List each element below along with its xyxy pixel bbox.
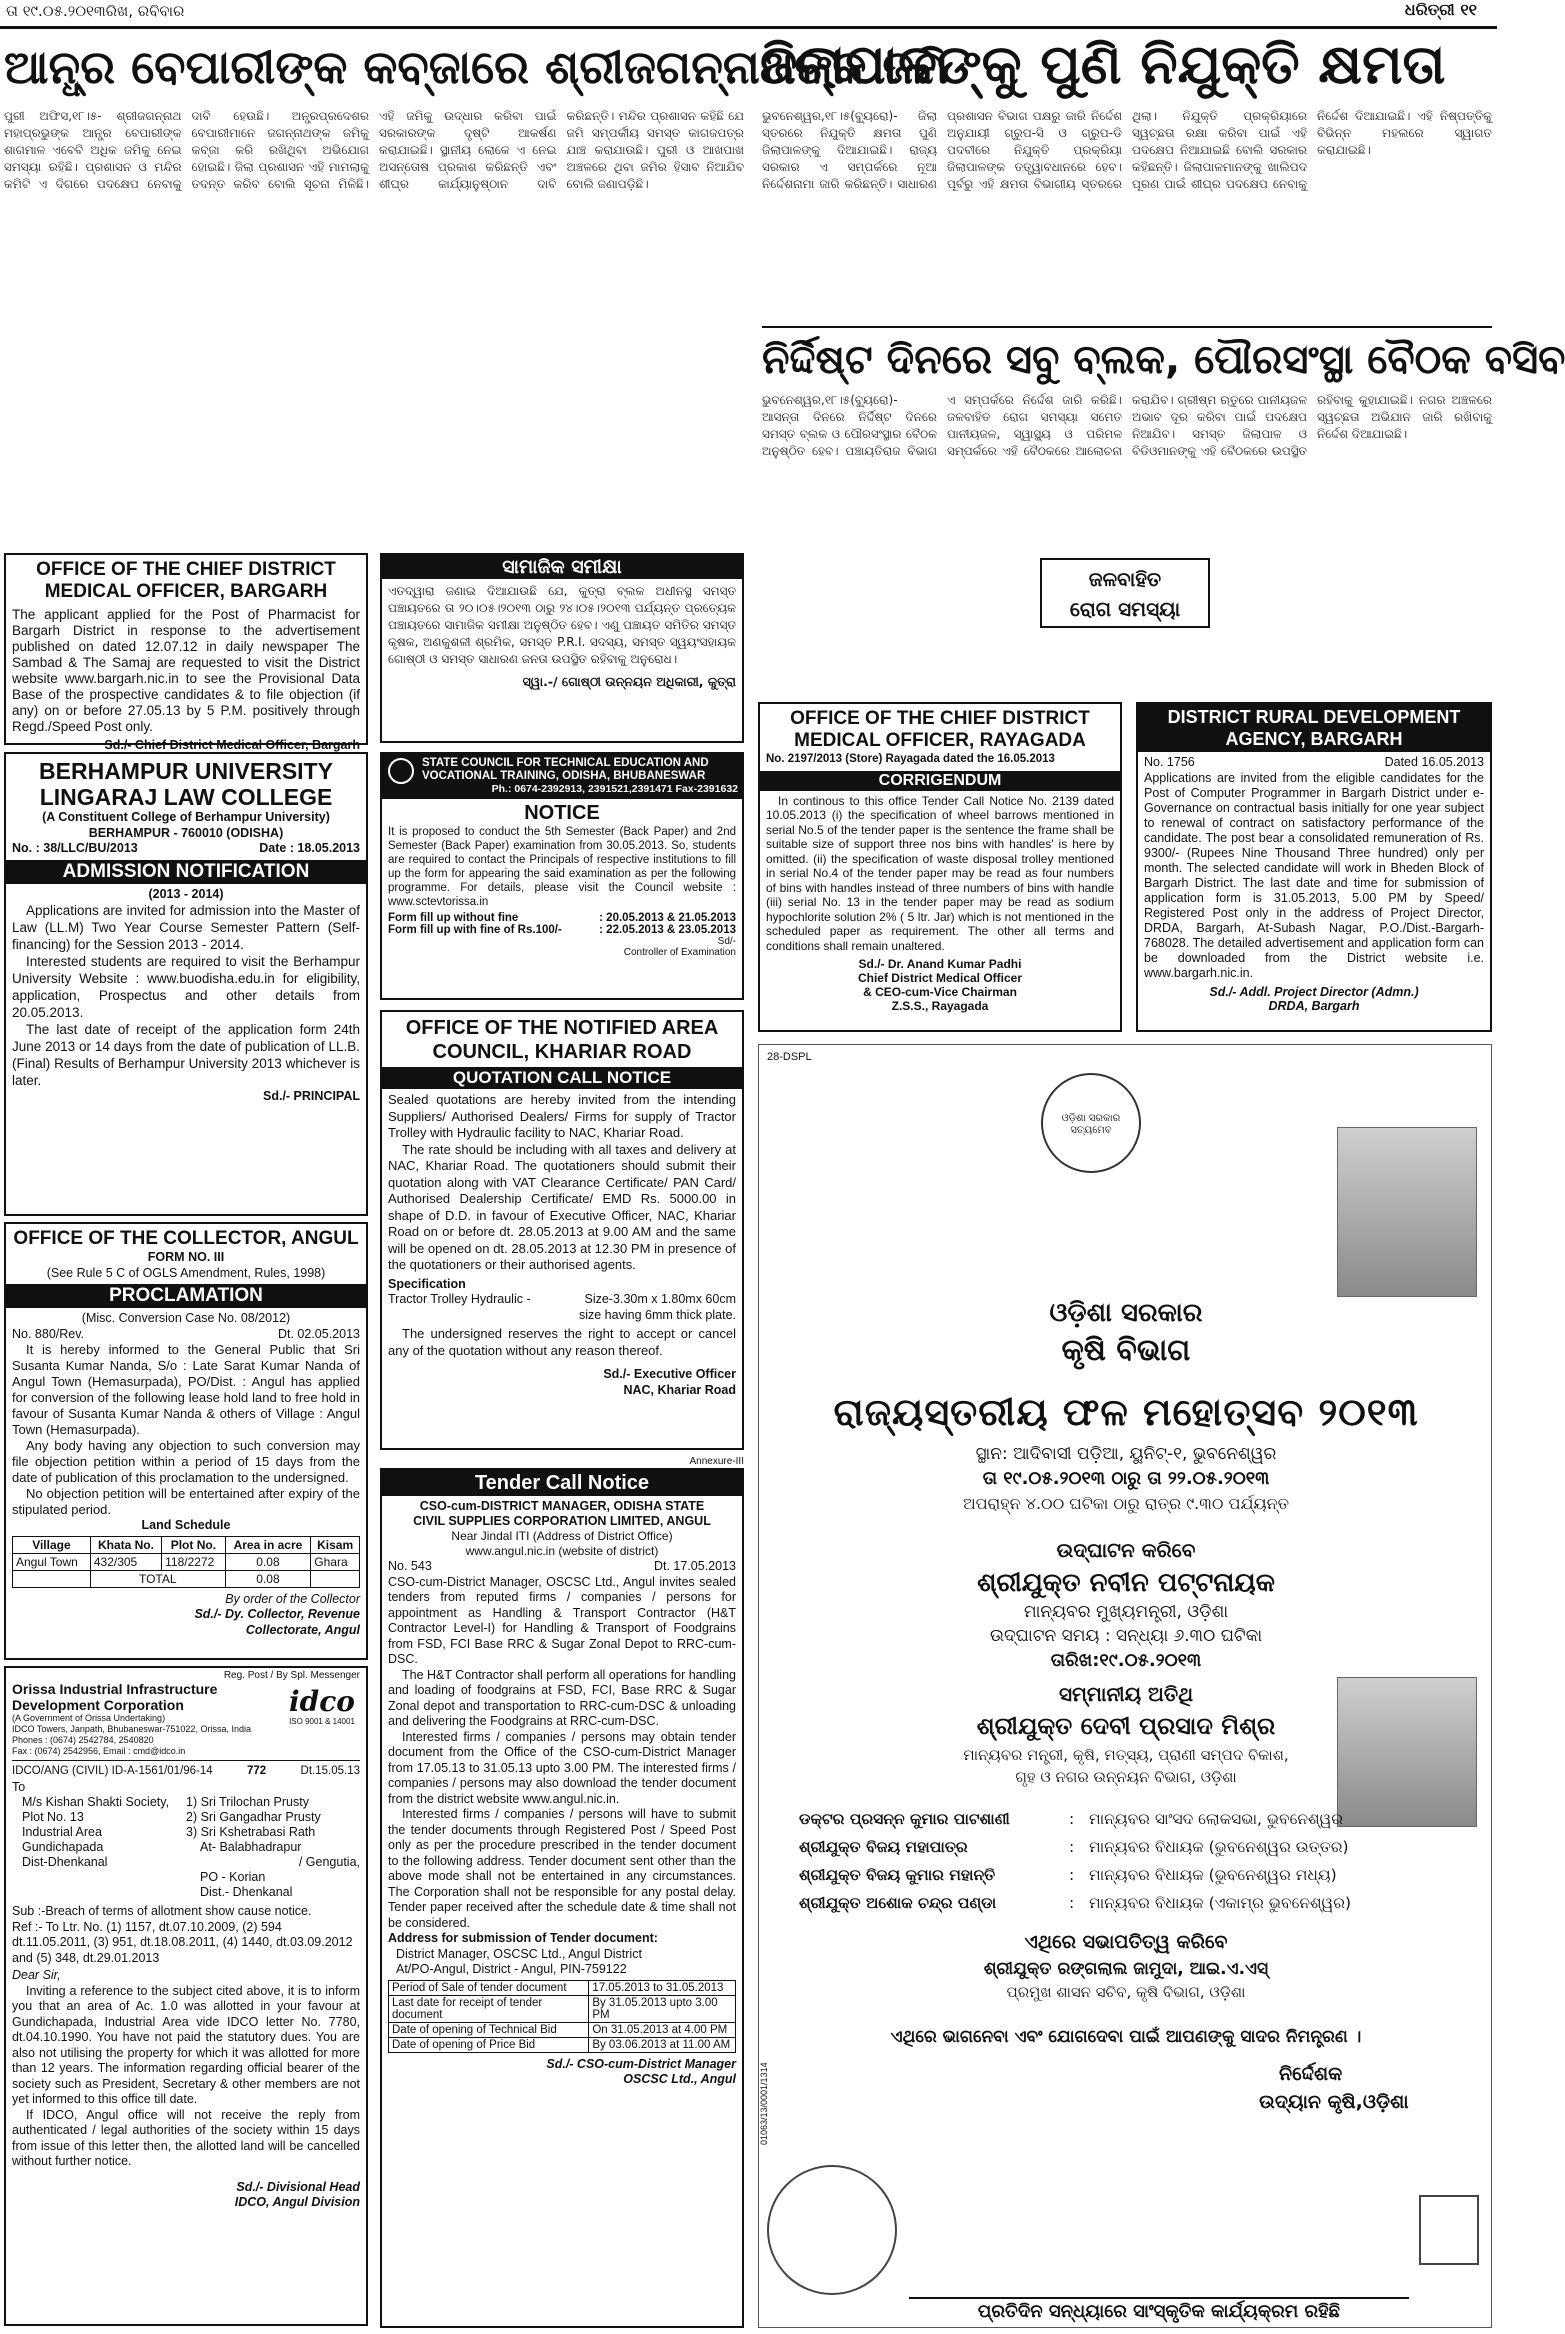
- callout-line-1: ଜଳବାହିତ: [1088, 567, 1162, 591]
- land-schedule-table: [12, 1536, 360, 1588]
- row-value: : 20.05.2013 & 21.05.2013: [599, 912, 736, 924]
- ad-title: OFFICE OF THE CHIEF DISTRICT MEDICAL OFFICER, BARGARH: [36, 559, 336, 602]
- schedule-title: Land Schedule: [141, 1518, 231, 1532]
- address-line-1: District Manager, OSCSC Ltd., Angul District: [396, 1946, 642, 1961]
- spec-item: Tractor Trolley Hydraulic -: [388, 1292, 531, 1306]
- ref-date: Dated 16.05.2013: [1384, 755, 1484, 769]
- headline-middle: ନିର୍ଦ୍ଦିଷ୍ଟ ଦିନରେ ସବୁ ବ୍ଲକ, ପୌରସଂସ୍ଥା ବୈଠକ ବସିବ: [762, 337, 1565, 383]
- ref-date: Date : 18.05.2013: [259, 841, 360, 855]
- title-1: BERHAMPUR UNIVERSITY: [39, 758, 333, 784]
- ad-title: OFFICE OF THE COLLECTOR, ANGUL: [13, 1228, 359, 1249]
- spec-value-2: size having 6mm thick plate.: [578, 1307, 736, 1322]
- seal-icon: [767, 2165, 897, 2295]
- section-bar: QUOTATION CALL NOTICE: [382, 1067, 742, 1089]
- table-header: Kisam: [311, 1536, 360, 1553]
- fruit-festival-ad: [758, 1044, 1492, 2328]
- section-bar: CORRIGENDUM: [760, 771, 1120, 791]
- sign-4: Z.S.S., Rayagada: [891, 999, 989, 1013]
- middle-story: ଭୁବନେଶ୍ୱର,୧୮।୫(ବ୍ୟୁରୋ)- ଆସନ୍ତା ଦିନରେ ନିର୍ଦ୍ଦିଷ୍ଟ ଦିନରେ ସମସ୍ତ ବ୍ଲକ ଓ ପୌରସଂସ୍ଥାର ବୈଠକ ଅନୁଷ୍ଠିତ ହେବ। ପଞ୍ଚାୟତିରାଜ ବିଭାଗ ଏ ସମ୍ପର୍କରେ ନିର୍ଦ୍ଦେଶ ଜାରି କରିଛି। ଜଳବାହିତ ରୋଗ ସମସ୍ୟା ସମେତ ପାନୀୟଜଳ, ସ୍ୱାସ୍ଥ୍ୟ ଓ ପରିମଳ ସମ୍ପର୍କରେ ଏହି ବୈଠକରେ ଆଲୋଚନା କରାଯିବ। ଗ୍ରୀଷ୍ମ ଋତୁରେ ପାନୀୟଜଳ ଅଭାବ ଦୂର କରିବା ପାଇଁ ପଦକ୍ଷେପ ନିଆଯିବ। ସମସ୍ତ ଜିଲାପାଳ ଓ ବିଡିଓମାନଙ୍କୁ ଏହି ବୈଠକରେ ଉପସ୍ଥିତ ରହିବାକୁ କୁହାଯାଇଛି। ନଗର ଅଞ୍ଚଳରେ ସ୍ୱଚ୍ଛତା ଅଭିଯାନ ଜାରି ରଖିବାକୁ ନିର୍ଦ୍ଦେଶ ଦିଆଯାଇଛି।: [762, 393, 1492, 458]
- sub-1: (A Constituent College of Berhampur University): [42, 810, 330, 824]
- para-2: If IDCO, Angul office will not receive the reply from authenticated / legal authorities of the society within 15 days from issue of this letter then, the allotted land will be cancelled without further notice.: [12, 2107, 360, 2168]
- org-line-2: VOCATIONAL TRAINING, ODISHA, BHUBANESWAR: [422, 770, 706, 782]
- ad-sign: Sd./- Chief District Medical Officer, Bargarh: [104, 738, 360, 752]
- ref-no: No. 543: [388, 1559, 432, 1573]
- table-cell: 432/305: [90, 1553, 161, 1570]
- side-code: 01063/13/0001/1314: [759, 2062, 769, 2145]
- dignitary-title: ମାନ୍ୟବର ବିଧାୟକ (ଭୁବନେଶ୍ୱର ଉତ୍ତର): [1089, 1838, 1349, 1856]
- sub-2: BERHAMPUR - 760010 (ODISHA): [88, 825, 284, 840]
- festival-dates: ତା ୧୯.୦୫.୨୦୧୩ ଠାରୁ ତା ୨୨.୦୫.୨୦୧୩: [982, 1468, 1270, 1489]
- dignitary-row: ଶ୍ରୀଯୁକ୍ତ ବିଜୟ କୁମାର ମହାନ୍ତି : ମାନ୍ୟବର ବିଧାୟକ (ଭୁବନେଶ୍ୱର ମଧ୍ୟ): [799, 1861, 1459, 1889]
- org-govt: (A Government of Orissa Undertaking): [12, 1713, 166, 1723]
- form-no: FORM NO. III: [147, 1250, 225, 1264]
- spec-row: [388, 1292, 736, 1308]
- total-label: TOTAL: [90, 1570, 225, 1587]
- table-cell: Angul Town: [13, 1553, 91, 1570]
- dignitary-name: ଶ୍ରୀଯୁକ୍ତ ବିଜୟ କୁମାର ମହାନ୍ତି: [799, 1866, 996, 1884]
- ad-body: The applicant applied for the Post of Pharmacist for Bargarh District in response to the advertisement published on dated 12.07.12 in daily newspaper The Sambad & The Samaj are requested to visit the District website www.bargarh.nic.in to see the Provisional Data Base of the prospective candidates & to file objection (if any) on or before 27.05.13 by 5 P.M. positively through Regd./Speed Post only.: [12, 607, 360, 734]
- sign-1: Sd./- Dy. Collector, Revenue: [194, 1607, 360, 1621]
- horticulture-logo-icon: [1419, 2195, 1479, 2265]
- table-cell: By 31.05.2013 upto 3.00 PM: [589, 1995, 736, 2022]
- address-line: Plot No. 13: [22, 1810, 84, 1824]
- partner-line: 2) Sri Gangadhar Prusty: [186, 1810, 321, 1824]
- footer-line: ପ୍ରତିଦିନ ସନ୍ଧ୍ୟାରେ ସାଂସ୍କୃତିକ କାର୍ଯ୍ୟକ୍ରମ ରହିଛି: [909, 2297, 1409, 2325]
- section-bar: ADMISSION NOTIFICATION: [6, 860, 366, 884]
- dignitary-title: ମାନ୍ୟବର ସାଂସଦ ଲୋକସଭା, ଭୁବନେଶ୍ୱର: [1089, 1810, 1344, 1828]
- header-rule: [0, 26, 1497, 29]
- partner-line: PO - Korian: [200, 1870, 266, 1884]
- collector-angul-ad: [4, 1222, 368, 1660]
- table-cell: Date of opening of Technical Bid: [389, 2022, 589, 2037]
- ad-code: 28-DSPL: [767, 1051, 812, 1063]
- idco-notice: [4, 1666, 368, 2326]
- govt-name: ଓଡ଼ିଶା ସରକାର: [1049, 1298, 1203, 1328]
- sign-2: OSCSC Ltd., Angul: [623, 2072, 736, 2086]
- inauguration-time: ଉଦ୍‌ଘାଟନ ସମୟ : ସନ୍ଧ୍ୟା ୬.୩୦ ଘଟିକା: [989, 1626, 1263, 1646]
- sctevt-banner: [382, 754, 742, 799]
- total-value: 0.08: [225, 1570, 311, 1587]
- logo-text: idco: [289, 1685, 355, 1718]
- idco-letterhead: [12, 1681, 360, 1757]
- table-row: [389, 2022, 736, 2037]
- org-line-1: STATE COUNCIL FOR TECHNICAL EDUCATION AND: [422, 757, 709, 769]
- sign-1: Sd./- Executive Officer: [603, 1367, 736, 1381]
- para-2: The rate should be including with all taxes and delivery at NAC, Khariar Road. The quotationers should submit their quotation along with VAT Clearance Certificate/ PAN Card/ Authorised Dealership Certificate/ EMD Rs. 5000.00 in shape of D.D. in favour of Executive Officer, NAC, Khariar Road on or before dt. 28.05.2013 at 9.00 AM and the same will be opened on dt. 28.05.2013 at 12.30 PM in presence of the quotationers or their authorised agents.: [388, 1141, 736, 1272]
- sign: Sd./- PRINCIPAL: [263, 1089, 360, 1103]
- dignitary-row: ଶ୍ରୀଯୁକ୍ତ ଅଶୋକ ଚନ୍ଦ୍ର ପଣ୍ଡା : ମାନ୍ୟବର ବିଧାୟକ (ଏକାମ୍ର ଭୁବନେଶ୍ୱର): [799, 1889, 1459, 1917]
- ref-row: [12, 1764, 360, 1780]
- case-no: (Misc. Conversion Case No. 08/2012): [81, 1311, 291, 1325]
- khariar-quotation-ad: [380, 1010, 744, 1450]
- sign-1: Sd./- Addl. Project Director (Admn.): [1209, 984, 1419, 999]
- society-address: [12, 1795, 186, 1900]
- idco-logo: [284, 1687, 360, 1726]
- table-header-row: [13, 1536, 360, 1553]
- preside-name: ଶ୍ରୀଯୁକ୍ତ ରଙ୍ଗଲାଲ ଜାମୁଦା, ଆଇ.ଏ.ଏସ୍: [983, 1959, 1269, 1979]
- director-title: ଉଦ୍ୟାନ କୃଷି,ଓଡ଼ିଶା: [1259, 2091, 1409, 2113]
- dignitary-row: ଶ୍ରୀଯୁକ୍ତ ବିଜୟ ମହାପାତ୍ର : ମାନ୍ୟବର ବିଧାୟକ (ଭୁବନେଶ୍ୱର ଉତ୍ତର): [799, 1833, 1459, 1861]
- page-header: [0, 0, 1497, 24]
- sign-2: Chief District Medical Officer: [857, 971, 1023, 985]
- table-row: [389, 2037, 736, 2052]
- guest-name: ଶ୍ରୀଯୁକ୍ତ ଦେବୀ ପ୍ରସାଦ ମିଶ୍ର: [976, 1712, 1276, 1740]
- post-mode: Reg. Post / By Spl. Messenger: [223, 1670, 360, 1681]
- org-phone: Ph.: 0674-2392913, 2391521,2391471 Fax-2391632: [491, 783, 738, 795]
- dignitary-title: ମାନ୍ୟବର ବିଧାୟକ (ଭୁବନେଶ୍ୱର ମଧ୍ୟ): [1089, 1866, 1337, 1884]
- sign-2: DRDA, Bargarh: [1268, 998, 1360, 1013]
- row-label: Form fill up without fine: [388, 912, 519, 924]
- row-label: Form fill up with fine of Rs.100/-: [388, 924, 562, 936]
- schedule-row: [388, 912, 736, 924]
- notice-body: It is proposed to conduct the 5th Semester (Back Paper) and 2nd Semester (Back Paper) examination from 30.05.2013. So, students are required to contact the Principals of respective institutions to fill up the form for appearing the said examination as per the following programme. For details, please visit the Council website : www.sctevtorissa.in: [388, 826, 736, 908]
- para-1: It is hereby informed to the General Public that Sri Susanta Kumar Nanda, S/o : Late Sarat Kumar Nanda of Angul Town (Hemasurpada), PO/Dist. : Angul has applied for conversion of the following lease hold land to free hold in favour of Susanta Kumar Nanda & others of Village : Angul Town (Hemasurpada).: [12, 1342, 360, 1437]
- guest-title-1: ମାନ୍ୟବର ମନ୍ତ୍ରୀ, କୃଷି, ମତ୍ସ୍ୟ, ପ୍ରାଣୀ ସମ୍ପଦ ବିକାଶ,: [963, 1746, 1289, 1764]
- org-line-1: CSO-cum-DISTRICT MANAGER, ODISHA STATE: [419, 1499, 705, 1513]
- berhampur-university-ad: [4, 752, 368, 1216]
- table-cell: 17.05.2013 to 31.05.2013: [589, 1980, 736, 1995]
- reference: Ref :- To Ltr. No. (1) 1157, dt.07.10.2009, (2) 594 dt.11.05.2011, (3) 951, dt.18.08.2011, (4) 1440, dt.03.09.2012 and (5) 348, dt.29.01.2013: [12, 1919, 353, 1965]
- address-line-2: At/PO-Angul, District - Angul, PIN-759122: [396, 1961, 627, 1976]
- ref-row: [388, 1559, 736, 1575]
- drda-bargarh-ad: [1136, 702, 1492, 1032]
- cm-title: ମାନ୍ୟବର ମୁଖ୍ୟମନ୍ତ୍ରୀ, ଓଡ଼ିଶା: [1023, 1602, 1229, 1622]
- dignitary-title: ମାନ୍ୟବର ବିଧାୟକ (ଏକାମ୍ର ଭୁବନେଶ୍ୱର): [1089, 1894, 1352, 1912]
- spec-label: Specification: [388, 1276, 466, 1291]
- emblem-motto: ସତ୍ୟମେବ: [1070, 1125, 1112, 1136]
- headline-left: ଆନ୍ଧ୍ର ବେପାରୀଙ୍କ କବ୍ଜାରେ ଶ୍ରୀଜଗନ୍ନାଥଙ୍କ ଜମି: [4, 40, 949, 94]
- guest-label: ସମ୍ମାନୀୟ ଅତିଥି: [1058, 1682, 1194, 1706]
- ref-no: IDCO/ANG (CIVIL) ID-A-1561/01/96-14: [12, 1765, 213, 1777]
- ad-body: ଏତଦ୍ୱାରା ଜଣାଇ ଦିଆଯାଉଛି ଯେ, କୁତ୍ରା ବ୍ଲକ ଅଧୀନସ୍ଥ ସମସ୍ତ ପଞ୍ଚାୟତରେ ତା ୨୦।୦୫।୨୦୧୩ ଠାରୁ ୨୪।୦୫।୨୦୧୩ ପର୍ଯ୍ୟନ୍ତ ପ୍ରତ୍ୟେକ ପଞ୍ଚାୟତରେ ସାମାଜିକ ସମୀକ୍ଷା ଅନୁଷ୍ଠିତ ହେବ। ଏଣୁ ପଞ୍ଚାୟତ ସମିତିର ସମସ୍ତ କୃଷକ, ଅଣକୁଶଳୀ ଶ୍ରମିକ, ସମସ୍ତ P.R.I. ସଦସ୍ୟ, ସମସ୍ତ ସ୍ୱୟଂସହାୟକ ଗୋଷ୍ଠୀ ଓ ସମସ୍ତ ସାଧାରଣ ଜନତା ଉପସ୍ଥିତ ରହିବାକୁ ଅନୁରୋଧ।: [388, 584, 736, 666]
- salutation: Dear Sir,: [12, 1968, 61, 1982]
- subject: Sub :-Breach of terms of allotment show cause notice.: [12, 1904, 312, 1918]
- page-label: ଧରିତ୍ରୀ ୧୧: [1404, 0, 1477, 19]
- rule: (See Rule 5 C of OGLS Amendment, Rules, 1998): [46, 1265, 326, 1280]
- para-1: CSO-cum-District Manager, OSCSC Ltd., Angul invites sealed tenders from reputed firms / companies / persons for appointment as Handling & Transport Contractor (H&T Contractor Level-I) for Handling & Transport of Foodgrains from FSD, FCI Base RRC & Sugar Zonal Depot to RRC-cum-DSC.: [388, 1574, 736, 1666]
- address-line: Industrial Area: [22, 1825, 102, 1839]
- chief-minister-photo: [1337, 1127, 1477, 1297]
- tender-call-notice: [380, 1468, 744, 2328]
- cdmo-bargarh-ad: [4, 553, 368, 752]
- to-label: To: [12, 1779, 26, 1794]
- director-label: ନିର୍ଦ୍ଦେଶକ: [1279, 2063, 1343, 2085]
- sign-2: IDCO, Angul Division: [234, 2195, 360, 2209]
- table-row: [389, 1995, 736, 2022]
- org-line-4: www.angul.nic.in (website of district): [465, 1544, 659, 1558]
- notice-title: Tender Call Notice: [382, 1470, 742, 1496]
- ad-title: OFFICE OF THE CHIEF DISTRICT MEDICAL OFFICER, RAYAGADA: [790, 708, 1090, 751]
- org-line-2: CIVIL SUPPLIES CORPORATION LIMITED, ANGUL: [413, 1514, 711, 1528]
- table-header: Area in acre: [225, 1536, 311, 1553]
- address-line: Dist-Dhenkanal: [22, 1855, 108, 1869]
- callout-box: [1040, 558, 1210, 628]
- address-title: Address for submission of Tender document:: [388, 1931, 658, 1945]
- org-line-3: Near Jindal ITI (Address of District Office): [451, 1529, 673, 1543]
- para-3: Interested firms / companies / persons may obtain tender document from the Office of the CSO-cum-District Manager from 17.05.13 to 31.05.13 upto 3.00 PM. The interested firms / companies / persons may also download the tender document from the district website www.angul.nic.in.: [388, 1729, 736, 1806]
- para-3: No objection petition will be entertained after expiry of the stipulated period.: [12, 1486, 360, 1517]
- preside-label: ଏଥିରେ ସଭାପତିତ୍ୱ କରିବେ: [1024, 1931, 1228, 1953]
- table-header: Plot No.: [162, 1536, 226, 1553]
- title-2: LINGARAJ LAW COLLEGE: [39, 784, 333, 810]
- festival-timing: ଅପରାହ୍ନ ୪.୦୦ ଘଟିକା ଠାରୁ ରାତ୍ର ୯.୩୦ ପର୍ଯ୍ୟନ୍ତ: [962, 1494, 1290, 1513]
- date-line: ତା ୧୯.୦୫.୨୦୧୩ରିଖ, ରବିବାର: [6, 2, 185, 20]
- divider: [762, 326, 1492, 328]
- para-1: Applications are invited for admission into the Master of Law (LL.M) Two Year Course Semester Pattern (Self-financing) for the Session 2013 - 2014.: [12, 903, 360, 952]
- sctevt-notice: [380, 752, 744, 1000]
- ref-date: Dt.15.05.13: [300, 1765, 360, 1777]
- headline-right: ଜିଲାପାଳଙ୍କୁ ପୁଣି ନିଯୁକ୍ତି କ୍ଷମତା: [760, 33, 1446, 96]
- org-fax: Fax : (0674) 2542956, Email : cmd@idco.in: [12, 1746, 186, 1756]
- table-header: Khata No.: [90, 1536, 161, 1553]
- inauguration-date: ତାରିଖ:୧୯.୦୫.୨୦୧୩: [1050, 1650, 1202, 1671]
- sign-1: Sd./- Divisional Head: [236, 2179, 360, 2194]
- table-cell: On 31.05.2013 at 4.00 PM: [589, 2022, 736, 2037]
- partners-list: [186, 1795, 360, 1900]
- preside-title: ପ୍ରମୁଖ ଶାସନ ସଚିବ, କୃଷି ବିଭାଗ, ଓଡ଼ିଶା: [1006, 1983, 1246, 2001]
- dignitary-row: ଡକ୍ଟର ପ୍ରସନ୍ନ କୁମାର ପାଟଶାଣୀ : ମାନ୍ୟବର ସାଂସଦ ଲୋକସଭା, ଭୁବନେଶ୍ୱର: [799, 1805, 1459, 1833]
- sign-1: Sd/-: [717, 936, 736, 947]
- venue: ସ୍ଥାନ: ଆଦିବାସୀ ପଡ଼ିଆ, ୟୁନିଟ୍-୧, ଭୁବନେଶ୍ୱର: [975, 1444, 1277, 1464]
- partner-line: Dist.- Dhenkanal: [200, 1885, 293, 1899]
- sign-1: Sd./- CSO-cum-District Manager: [546, 2056, 736, 2071]
- sign-1: Sd./- Dr. Anand Kumar Padhi: [858, 957, 1022, 971]
- ref-date: Dt. 02.05.2013: [277, 1326, 360, 1341]
- dignitary-name: ଡକ୍ଟର ପ୍ରସନ୍ନ କୁମାର ପାଟଶାଣୀ: [799, 1810, 1010, 1828]
- iso-text: ISO 9001 & 14001: [289, 1717, 355, 1726]
- partner-line: 1) Sri Trilochan Prusty: [186, 1795, 309, 1809]
- order: By order of the Collector: [225, 1591, 360, 1606]
- left-story: ପୁରୀ ଅଫିସ,୧୮।୫- ଶ୍ରୀଜଗନ୍ନାଥ ମହାପ୍ରଭୁଙ୍କ ଆନ୍ଧ୍ର ବେପାରୀଙ୍କ ଶାଗମାଳ ଏବେବି ଅଧିକ ଜମିକୁ ନେଇ ସମସ୍ୟା ରହିଛି। ପ୍ରଶାସନ ଓ ମନ୍ଦିର କମିଟି ଏ ଦିଗରେ ପଦକ୍ଷେପ ନେବାକୁ ଦାବି ହେଉଛି। ଅନ୍ଧ୍ରପ୍ରଦେଶର ବେପାରୀମାନେ ଜଗନ୍ନାଥଙ୍କ ଜମିକୁ କବ୍ଜା କରି ରଖିଥିବା ଅଭିଯୋଗ ହୋଇଛି। ଜିଲା ପ୍ରଶାସନ ଏହି ମାମଲାକୁ ତଦନ୍ତ କରିବ ବୋଲି ସୂଚନା ମିଳିଛି। ଏହି ଜମିକୁ ଉଦ୍ଧାର କରିବା ପାଇଁ ସରକାରଙ୍କ ଦୃଷ୍ଟି ଆକର୍ଷଣ କରାଯାଇଛି। ସ୍ଥାନୀୟ ଲୋକେ ଏ ନେଇ ଅସନ୍ତୋଷ ପ୍ରକାଶ କରିଛନ୍ତି ଏବଂ ଶୀଘ୍ର କାର୍ଯ୍ୟାନୁଷ୍ଠାନ ଦାବି କରିଛନ୍ତି। ମନ୍ଦିର ପ୍ରଶାସନ କହିଛି ଯେ ଜମି ସମ୍ପର୍କୀୟ ସମସ୍ତ କାଗଜପତ୍ର ଯାଞ୍ଚ କରାଯାଉଛି। ପୁରୀ ଓ ଆଖପାଖ ଅଞ୍ଚଳରେ ଥିବା ଜମିର ହିସାବ ନିଆଯିବ ବୋଲି ଜଣାପଡ଼ିଛି।: [4, 109, 744, 191]
- ref-num: 772: [247, 1765, 267, 1777]
- org-address: IDCO Towers, Janpath, Bhubaneswar-751022, Orissa, India: [12, 1724, 251, 1734]
- dignitary-name: ଶ୍ରୀଯୁକ୍ତ ଅଶୋକ ଚନ୍ଦ୍ର ପଣ୍ଡା: [799, 1894, 997, 1912]
- ad-body: Applications are invited from the eligible candidates for the Post of Computer Programmer in Bargarh District under e-Governance on contractual basis initially for one year subject to renewal of contract on satisfactory performance of the candidate. The post bear a consolidated remuneration of Rs. 9300/- (Rupees Nine Thousand Three hundred) only per month. The selected candidate will work in Bheden Block of Bargarh District. The last date and time for submission of application form is 31.05.2013, 5.00 PM by Speed/ Registered Post only in the address of Project Director, DRDA, Bargarh, At-Subash Nagar, P.O./Dist.-Bargarh-768028. The detailed advertisement and application form can be downloaded from the District website i.e. www.bargarh.nic.in.: [1144, 770, 1484, 980]
- table-cell: Last date for receipt of tender document: [389, 1995, 589, 2022]
- org-name-1: Orissa Industrial Infrastructure: [12, 1681, 218, 1697]
- table-cell: By 03.06.2013 at 11.00 AM: [589, 2037, 736, 2052]
- year: (2013 - 2014): [148, 886, 224, 901]
- cdmo-rayagada-ad: [758, 702, 1122, 1032]
- partner-line: 3) Sri Kshetrabasi Rath: [186, 1825, 316, 1839]
- address-block: [12, 1795, 360, 1900]
- ref-date: Dt. 17.05.2013: [653, 1559, 736, 1573]
- para-3: The last date of receipt of the application form 24th June 2013 or 14 days from the date of publication of LL.B. (Final) Results of Berhampur University 2013 whichever is later.: [12, 1022, 360, 1088]
- cm-name: ଶ୍ରୀଯୁକ୍ତ ନବୀନ ପଟ୍ଟନାୟକ: [977, 1568, 1275, 1598]
- para-2: Any body having any objection to such conversion may file objection petition within a period of 15 days from the date of publication of this proclamation to the undersigned.: [12, 1438, 360, 1485]
- partner-line: At- Balabhadrapur: [200, 1840, 302, 1854]
- schedule-row: [388, 924, 736, 936]
- para-3: The undersigned reserves the right to accept or cancel any of the quotation without any reason thereof.: [388, 1326, 736, 1358]
- right-story: ଭୁବନେଶ୍ୱର,୧୮।୫(ବ୍ୟୁରୋ)- ଜିଲା ସ୍ତରରେ ନିଯୁକ୍ତି କ୍ଷମତା ପୁଣି ଜିଲାପାଳଙ୍କୁ ଦିଆଯାଇଛି। ରାଜ୍ୟ ସରକାର ଏ ସମ୍ପର୍କରେ ନୂଆ ନିର୍ଦ୍ଦେଶନାମା ଜାରି କରିଛନ୍ତି। ସାଧାରଣ ପ୍ରଶାସନ ବିଭାଗ ପକ୍ଷରୁ ଜାରି ନିର୍ଦ୍ଦେଶ ଅନୁଯାୟୀ ଗ୍ରୁପ-ସି ଓ ଗ୍ରୁପ-ଡି ପଦବୀରେ ନିଯୁକ୍ତି ପ୍ରକ୍ରିୟା ଜିଲାପାଳଙ୍କ ତତ୍ତ୍ୱାବଧାନରେ ହେବ। ପୂର୍ବରୁ ଏହି କ୍ଷମତା ବିଭାଗୀୟ ସ୍ତରରେ ଥିଲା। ନିଯୁକ୍ତି ପ୍ରକ୍ରିୟାରେ ସ୍ୱଚ୍ଛତା ରକ୍ଷା କରିବା ପାଇଁ ଏହି ପଦକ୍ଷେପ ନିଆଯାଇଛି ବୋଲି ସରକାର କହିଛନ୍ତି। ଜିଲାପାଳମାନଙ୍କୁ ଖାଲିପଦ ପୂରଣ ପାଇଁ ଶୀଘ୍ର ପଦକ୍ଷେପ ନେବାକୁ ନିର୍ଦ୍ଦେଶ ଦିଆଯାଇଛି। ଏହି ନିଷ୍ପତ୍ତିକୁ ବିଭିନ୍ନ ମହଲରେ ସ୍ୱାଗତ କରାଯାଇଛି।: [762, 109, 1492, 191]
- table-header: Village: [13, 1536, 91, 1553]
- sign-3: & CEO-cum-Vice Chairman: [863, 985, 1017, 999]
- para-1: Sealed quotations are hereby invited from the intending Suppliers/ Authorised Dealers/ Firms for supply of Tractor Trolley with Hydraulic facility to NAC, Khariar Road.: [388, 1092, 736, 1140]
- ref-no: No. 880/Rev.: [12, 1326, 85, 1341]
- sctevt-logo-icon: [388, 758, 414, 784]
- table-cell: 0.08: [225, 1553, 311, 1570]
- sign-2: NAC, Khariar Road: [623, 1382, 736, 1397]
- dignitary-name: ଶ୍ରୀଯୁକ୍ତ ବିଜୟ ମହାପାତ୍ର: [799, 1838, 968, 1856]
- section-bar: PROCLAMATION: [6, 1284, 366, 1308]
- ad-sign: ସ୍ୱା.-/ ଗୋଷ୍ଠୀ ଉନ୍ନୟନ ଅଧିକାରୀ, କୁତ୍ରା: [522, 674, 736, 689]
- table-cell: 118/2272: [162, 1553, 226, 1570]
- ref-no: No. : 38/LLC/BU/2013: [12, 841, 138, 855]
- dignitaries-list: [799, 1805, 1459, 1917]
- invitation: ଏଥିରେ ଭାଗନେବା ଏବଂ ଯୋଗଦେବା ପାଇଁ ଆପଣଙ୍କୁ ସାଦର ନିମନ୍ତ୍ରଣ ।: [890, 2027, 1362, 2047]
- row-value: : 22.05.2013 & 23.05.2013: [599, 924, 736, 936]
- ref-no: No. 2197/2013 (Store) Rayagada dated the 16.05.2013: [766, 753, 1055, 765]
- table-cell: Period of Sale of tender document: [389, 1980, 589, 1995]
- para-4: Interested firms / companies / persons will have to submit the tender documents through Registered Post / Speed Post only as per the procedure prescribed in the tender document to the following address. Tender document sent other than the above mode shall not be entertained in any circumstances. The Corporation shall not be responsible for any postal delay. Tender paper received after the schedule date & time shall not be considered.: [388, 1807, 736, 1930]
- odisha-emblem-icon: [1041, 1073, 1141, 1173]
- partner-line: / Gengutia,: [298, 1855, 360, 1869]
- notice-title: NOTICE: [524, 802, 600, 824]
- sign-2: Collectorate, Angul: [245, 1622, 360, 1637]
- ref-row: [12, 841, 360, 857]
- table-total-row: [13, 1570, 360, 1587]
- table-row: [13, 1553, 360, 1570]
- guest-title-2: ଗୃହ ଓ ନଗର ଉନ୍ନୟନ ବିଭାଗ, ଓଡ଼ିଶା: [1015, 1768, 1237, 1786]
- annexure-label: Annexure-III: [689, 1456, 744, 1467]
- table-row: [389, 1980, 736, 1995]
- ad-title: OFFICE OF THE NOTIFIED AREA COUNCIL, KHARIAR ROAD: [405, 1017, 719, 1063]
- spec-value-1: Size-3.30m x 1.80mx 60cm: [584, 1292, 736, 1306]
- ref-row: [12, 1327, 360, 1343]
- ad-title: ସାମାଜିକ ସମୀକ୍ଷା: [382, 555, 742, 579]
- ref-row: [1144, 755, 1484, 771]
- table-cell: Date of opening of Price Bid: [389, 2037, 589, 2052]
- org-name-2: Development Corporation: [12, 1697, 184, 1713]
- ad-body: In continous to this office Tender Call Notice No. 2139 dated 10.05.2013 (i) the specification of wheel barrows mentioned in serial No.5 of the tender paper is the sentence the frame shall be suitable size of support three nos bins with handles' is here by omitted. (ii) the specification of waste disposal trolley mentioned in serial No.4 of the tender paper may be read as four numbers of bins with handles instead of three numbers of bins with handle (iii) serial No. 13 in the tender paper may be read as sodium hypochlorite solution 2% ( 5 ltr. Jar) which is not mentioned in the scheduled paper as requirement. The other all terms and conditions shall remain unaltered.: [766, 793, 1114, 953]
- table-cell: Ghara: [311, 1553, 360, 1570]
- social-audit-ad: [380, 553, 744, 743]
- tender-schedule-table: [388, 1980, 736, 2053]
- org-phones: Phones : (0674) 2542784, 2540820: [12, 1735, 154, 1745]
- festival-title: ରାଜ୍ୟସ୍ତରୀୟ ଫଳ ମହୋତ୍ସବ ୨୦୧୩: [833, 1390, 1419, 1434]
- para-2: The H&T Contractor shall perform all operations for handling and loading of foodgrains at FSD, FCI, Base RRC & Sugar Zonal depot and transportation to RRC-cum-DSC & unloading and delivering the Foodgrains at RRC-cum-DSC.: [388, 1667, 736, 1728]
- para-1: Inviting a reference to the subject cited above, it is to inform you that an area of Ac. 1.0 was allotted in your favour at Gundichapada, Industrial Area vide IDCO letter No. 7780, dt.04.10.1990. You have not paid the statutory dues. You are also not utilising the property for which it was allotted for more than 12 years. The information regarding official bearer of the society such as President, Secretary & other members are not yet informed to this office till date.: [12, 1983, 360, 2106]
- inauguration-label: ଉଦ୍‌ଘାଟନ କରିବେ: [1056, 1538, 1196, 1562]
- ad-title: DISTRICT RURAL DEVELOPMENT AGENCY, BARGARH: [1138, 704, 1490, 752]
- para-2: Interested students are required to visit the Berhampur University Website : www.buodisha.edu.in for eligibility, application, Prospectus and other details from 20.05.2013.: [12, 954, 360, 1020]
- emblem-text: ଓଡ଼ିଶା ସରକାର: [1061, 1113, 1121, 1124]
- callout-line-2: ରୋଗ ସମସ୍ୟା: [1069, 597, 1181, 621]
- address-line: M/s Kishan Shakti Society,: [22, 1795, 170, 1809]
- address-line: Gundichapada: [22, 1840, 104, 1854]
- sign-2: Controller of Examination: [623, 947, 736, 958]
- dept-name: କୃଷି ବିଭାଗ: [1061, 1333, 1191, 1368]
- ref-no: No. 1756: [1144, 755, 1195, 769]
